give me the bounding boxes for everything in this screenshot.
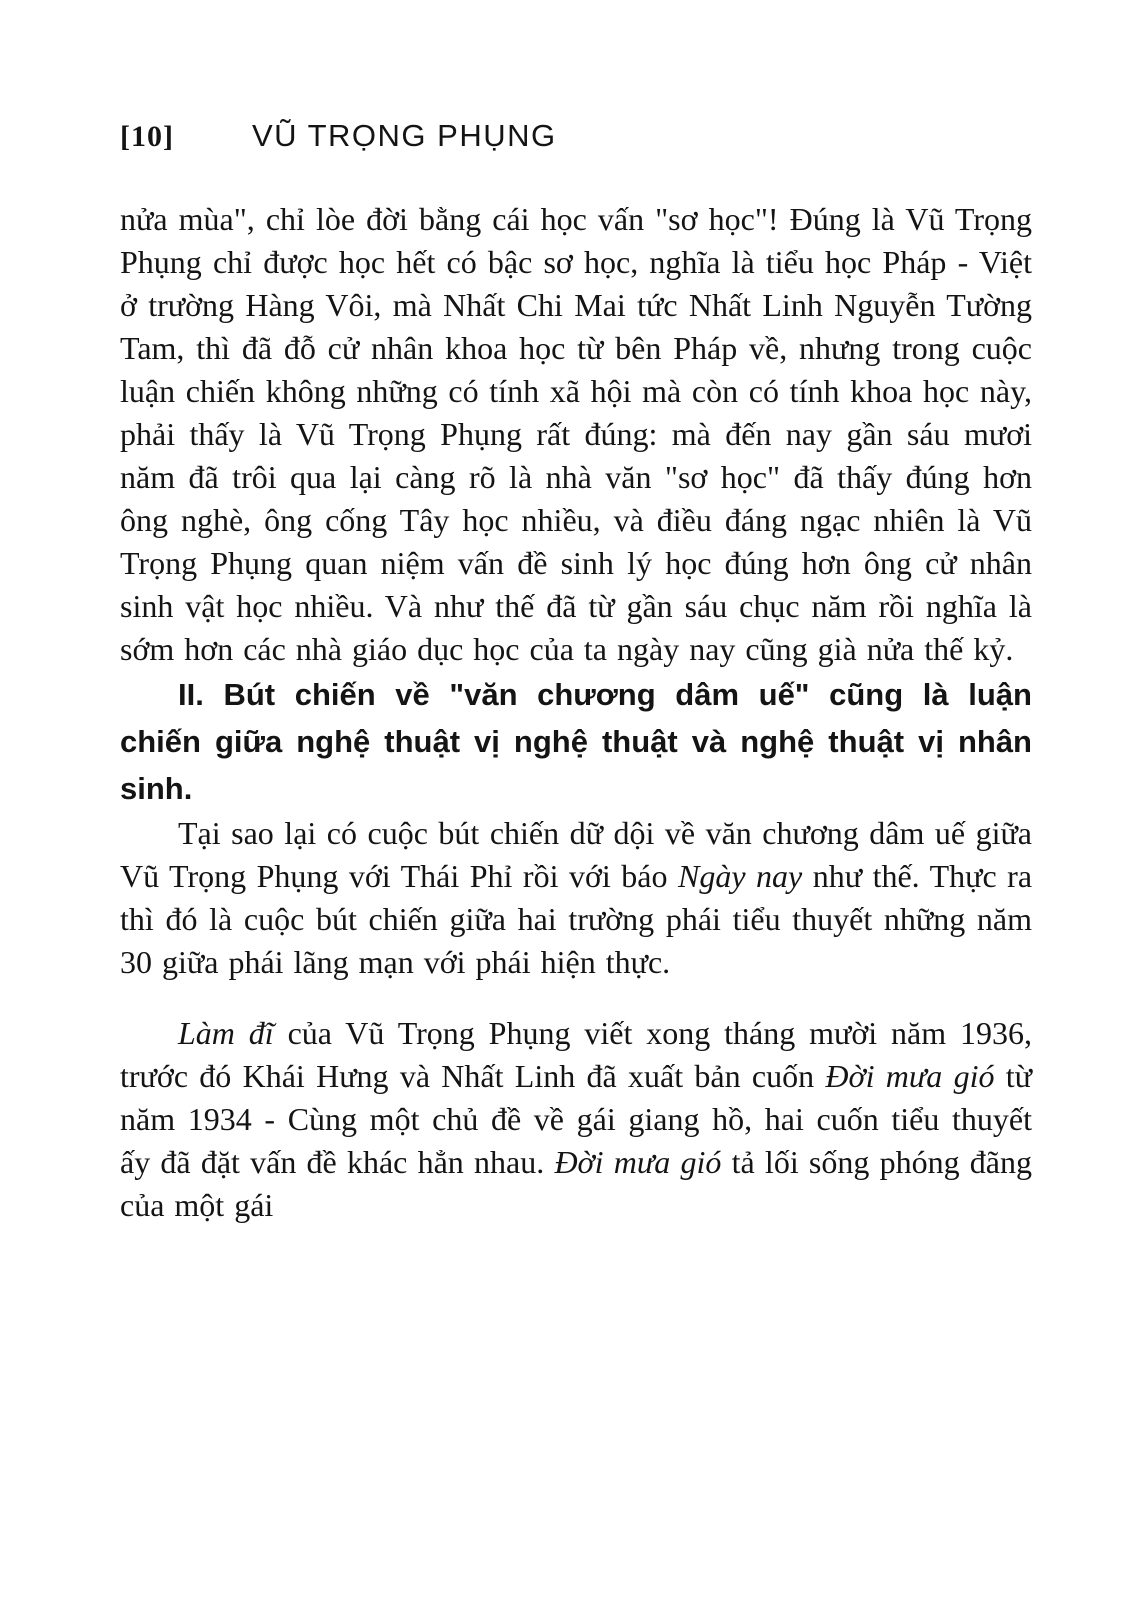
text-run: II. Bút chiến về "văn chương dâm uế" cũng là luận chiến giữa nghệ thuật vị nghệ thuật và nghệ thuật vị nhân sinh. <box>120 677 1032 806</box>
section-heading <box>120 671 1032 812</box>
text-run: của Vũ Trọng Phụng viết xong tháng mười năm 1936, trước đó Khái Hưng và Nhất Linh đã xuất bản cuốn <box>120 1015 1033 1094</box>
book-title-italic: Làm đĩ <box>178 1015 274 1051</box>
book-title-italic: Ngày nay <box>677 858 803 894</box>
book-title-italic: Đời mưa gió <box>554 1144 722 1180</box>
text-run: từ năm 1934 - Cùng một chủ đề về gái giang hồ, hai cuốn tiểu thuyết ấy đã đặt vấn đề khác hẳn nhau. <box>120 1058 1033 1180</box>
running-title: VŨ TRỌNG PHỤNG <box>251 118 557 153</box>
text-run: tả lối sống phóng đãng của một gái <box>120 1144 1033 1223</box>
page-header <box>120 118 1032 154</box>
page-body <box>120 198 1032 1227</box>
body-paragraph <box>120 812 1032 984</box>
book-title-italic: Đời mưa gió <box>825 1058 995 1094</box>
page-number: [10] <box>120 120 174 153</box>
body-paragraph <box>120 198 1032 671</box>
text-run: Tại sao lại có cuộc bút chiến dữ dội về văn chương dâm uế giữa Vũ Trọng Phụng với Thái Phỉ rồi với báo <box>120 815 1032 894</box>
text-run: nửa mùa", chỉ lòe đời bằng cái học vấn "sơ học"! Đúng là Vũ Trọng Phụng chỉ được học hết có bậc sơ học, nghĩa là tiểu học Pháp - Việt ở trường Hàng Vôi, mà Nhất Chi Mai tức Nhất Linh Nguyễn Tường Tam, thì đã đỗ cử nhân khoa học từ bên Pháp về, nhưng trong cuộc luận chiến không những có tính xã hội mà còn có tính khoa học này, phải thấy là Vũ Trọng Phụng rất đúng: mà đến nay gần sáu mươi năm đã trôi qua lại càng rõ là nhà văn "sơ học" đã thấy đúng hơn ông nghè, ông cống Tây học nhiều, và điều đáng ngạc nhiên là Vũ Trọng Phụng quan niệm vấn đề sinh lý học đúng hơn ông cử nhân sinh vật học nhiều. Và như thế đã từ gần sáu chục năm rồi nghĩa là sớm hơn các nhà giáo dục học của ta ngày nay cũng già nửa thế kỷ. <box>120 201 1032 667</box>
body-paragraph <box>120 1012 1032 1227</box>
text-run: như thế. Thực ra thì đó là cuộc bút chiến giữa hai trường phái tiểu thuyết những năm 30 giữa phái lãng mạn với phái hiện thực. <box>120 858 1033 980</box>
